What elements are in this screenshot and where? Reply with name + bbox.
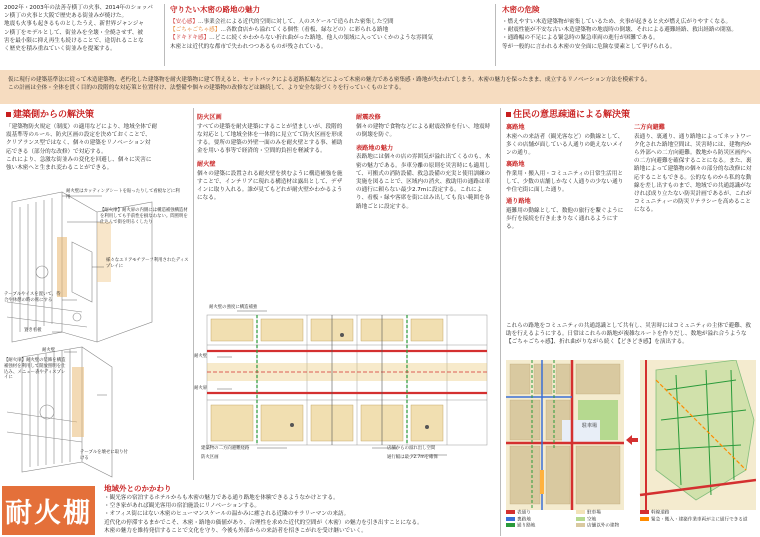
resident-section [506,110,756,121]
plan-label: 店舗からの溢れ出し空間 [387,446,436,451]
plan-label: 耐火壁 [194,354,208,359]
danger-line: ・通路幅の不足による緊急時の緊急車両の進行が困難である。 [502,35,659,42]
arrow-icon [626,435,638,445]
plan-label: 防火区画 [201,455,219,460]
building-line: クリアランス型ではなく、個々の建築をリノベーション対 [6,140,151,147]
danger-title: 木密の危険 [502,5,540,14]
fire-wall-text: 個々の建築に設置される耐火壁を挟むように構造補強を施すことで、インテリアに現れる構造材は露出として、デザインに取り入れる。誰が見てもどれが耐火壁かわかるようになる。 [197,170,343,202]
building-line: 「建築物防火規定（制度）の適用などにより、地域全体で耐 [6,124,158,130]
two-way-text: 表通り、裏通り、通り路地によってネットワーク化された路地空間は、災害時には、建物内から外部への二方向避難。数地から防災区画内への二方向避難を確保することになる。また、裏路地によって建築物の個々の部分的な改修に対応することもできる。公的なものから私的な動線を差し出すものまで、地域での共通認識がなければ成り立たない防災計画であるが、これがコミュニティーの防災リテラシーを高めることになる。 [634,133,752,214]
charm-line: 木密とは近代的な都市で失われつつあるものが残されている。 [170,43,327,50]
building-line: これにより、急激な街並みの変化を回避し、個々に災害に [6,156,152,163]
sketch-note: 耐火壁はカッティングシートを貼ったりして看板などに利用 [66,189,180,200]
reno-section [356,114,492,211]
floor-plan [194,305,497,470]
outside-line: ・空き家があれば観光客用の宿泊施設にリノベーションする。 [104,503,260,510]
back2-title: 裏路地 [506,161,525,169]
sketch-note: 【耐火扉】耐火壁の装飾を構造補強材を利用して開放照明を仕込み、メニュー表やディスプレイに [4,358,66,381]
charm-section [170,5,480,51]
two-way-title: 二方向避難 [634,124,665,131]
intro-line: 害を最小限に抑え再生も続けることで、途切れることな [4,37,144,44]
legend-item: 店舗以外の建物 [576,523,636,530]
back2-text: 作業用・搬入用・コミュニティの日常生活用として、少数の店舗しかなく人通りの少ない通りや住宅街に面した通り。 [506,170,624,194]
back-title: 裏路地 [506,124,525,131]
fire-zone-title: 防火区画 [197,114,222,121]
charm-tag: 【安心感】 [170,19,198,25]
reno-text: 個々の建物で食物などによる耐震改修を行い、地震時の倒壊を防ぐ。 [356,123,491,138]
danger-line: ・燃えやすい木造建築物が密集しているため、火事が起きると火が燃え広がりやすくなる。 [502,19,732,25]
band-line: この計画は全体・全体を貫く目的の段階的な対応策と位置付け、法整備や個々の建築物の改修などは継続して、より安全な街づくりを行っていくものとする。 [8,85,405,92]
legend-item: 緊急・搬入・建築作業車両が主に通行できる道 [640,517,756,524]
outside-title: 地域外とのかかわり [104,484,172,493]
fire-wall-title: 耐火壁 [197,161,216,169]
intro-line: 2002年・2003年の法善寺横丁の火事、2014年のショッパ [4,5,153,11]
summary-band [0,70,760,104]
site-map-drawing [506,360,756,510]
reno-title: 耐震改修 [356,114,381,121]
building-title: 建築側からの解決策 [6,110,184,121]
outside-line: 木密の魅力を維持発信することで文化を守り、今後も外部からの来訪者を招きこがれを受け継いでいく。 [104,527,367,534]
legend-item: 空地 [576,517,636,524]
road-title: 表路地の魅力 [356,144,394,152]
legend-item: 表通り [506,510,576,517]
charm-title: 守りたい木密の路地の魅力 [170,5,260,14]
intro-text [4,4,156,53]
building-line: 応できる（部分的な改修）で対応する。 [6,148,107,155]
danger-section [502,5,756,51]
sketch-note: 置き看板 [24,328,42,333]
outside-line: ・オフィス街にはない木密のヒューマンスケールの温かみに癒される近隣のサラリーマンの来訪。 [104,511,350,518]
intro-line: く歴史を積み重ねていく街並みを提案する。 [4,46,116,53]
two-way-section [634,124,756,215]
map-legend [506,510,756,536]
plan-label: 耐火壁の強度に構造補強 [209,305,258,310]
sketch-note: 【耐火扉】耐火扉の内側には構造補強構造材を利用しても手前性を損なわない。間照明を仕込んで街を明るくしたり [100,208,188,225]
alley-types [506,124,626,231]
map-parking-label: 駐車場 [582,423,598,429]
outside-line: 近代化の停滞するまかでこそ、木密・路地の価値があり、合理性を求めた近代的空間が（木密）の魅力を引き出すことになる。 [104,519,423,526]
legend-item: 通り路地 [506,523,576,530]
resident-summary: これらの路地をコミュニティの共通認識として共有し、災害時にはコミュニティの主体で避難、救助を行えるようにする。日常はこれらの路地が複雑なルートを作りだし、数地が溢れ合うような【ごちゃごちゃ感】、折れ曲がりながら続く【どきどき感】を演出する。 [506,323,752,346]
legend-item: 駐車場 [576,510,636,517]
charm-line: 【ごちゃごちゃ感】…各飲食店から溢れてくる個性（看板、緑などの）に彩られる路地 [170,27,389,34]
site-map [506,360,756,510]
sketch-note: テーブルを壊せに取り付ける [80,450,128,461]
danger-line: ・耐震性能が不安な古い木造建築物の地震時の倒壊、それによる避難経路、救出経路の閉塞。 [502,27,737,34]
bullet-square-icon [6,112,11,117]
charm-line: 【ドキドキ感】…どこに続くかわからない折れ曲がった路地、他人の領域に入っていくかのような雰囲気 [170,35,433,42]
band-line: 仮に現行の建築基準法に従って木造建築物、老朽化した建築物を耐火建築物に建て替えると、セットバックによる道路拡幅などによって木密の魅力である密集感・路地が失われてしまう。木密の魅力を保ったまま、成立するリノベーション方法を模索する。 [8,77,651,83]
legend-item: 幹線道路 [640,510,756,517]
evac-text: 避難用の動線として、数他の旅行を繋ぐように歩行を接続を行き止まりなく通れるようにする。 [506,207,624,231]
resident-title: 住民の意思疎通による解決策 [506,110,756,121]
outside-section [104,484,496,535]
back-text: 木密への来訪者（観光客など）の動線として、多くの店舗が面している人通りの絶えないメインの通り。 [506,133,624,156]
firebreak-title-box: 耐火棚 [2,486,95,535]
bullet-square-icon [506,112,511,117]
charm-line: 【安心感】…事業会社による近代的空間に対して、人のスケールで造られた密集した空間 [170,19,394,25]
danger-line: 等が一般的に言われる木密の安全面に危険な要素として挙げられる。 [502,43,676,50]
fire-zone-text: すべての建築を耐火建築にすることが望ましいが、段階的な対応として地域全体を一体的に見立てて防火区画を形成する。要所の建築の外壁一面のみを耐火壁とする事、補助金を用いる事等で経済的・空間的負担を軽減する。 [197,123,343,155]
building-line: 震基準等のルール、防火区画の設定を決めておくことで、 [6,132,151,139]
sketch-note: 様々なエリアモチアーフ利用されたディスプレイに [106,258,189,269]
road-text: 表路地には個々の店の雰囲気が溢れ出てくるのも、木密の魅力である。歩車分離の原則を災害時にも適用して、可搬式の消防設備、救急設備の充実と使用訓練の実施を図ることで、区域内の消火、救助用の通路は車の通行に頼らない最少2.7mに設定する。これにより、看板・緑や客席を街にはみ出しても良い範囲を各路地ごとに設定する。 [356,154,491,210]
charm-tag: 【ごちゃごちゃ感】 [170,27,221,34]
sketch-note: テーブルやイスを置いて、待合や休憩の時の席にする [4,292,61,303]
sketch-illustration [2,182,192,482]
legend-item: 裏路地 [506,517,576,524]
building-line: 強い木密へと生まれ変わることができる。 [6,165,113,172]
evac-title: 通り路地 [506,198,531,206]
plan-label: 建築物の二方向避難経路 [201,446,250,451]
building-section [6,110,184,172]
sketch-note: 耐火壁 [42,348,56,353]
intro-line: ン横丁の火事と大阪で歴史ある街並みが焼けた。 [4,13,128,20]
plan-label: 耐火扉 [194,386,208,391]
charm-tag: 【ドキドキ感】 [170,35,210,42]
plan-label: 通行幅は最少2.7mを確保 [387,455,438,460]
fire-zone-section [197,114,347,203]
intro-line: 地震も火事も起きるものとしたうえ、新世界ジャンジャ [4,21,144,28]
intro-line: ン横丁をモデルとして、街並みを全壊・全焼させず、被 [4,29,144,36]
outside-line: ・観光客の宿泊するホテルからも木密の魅力である通り路地を体験できるようなかけとする。 [104,495,339,501]
